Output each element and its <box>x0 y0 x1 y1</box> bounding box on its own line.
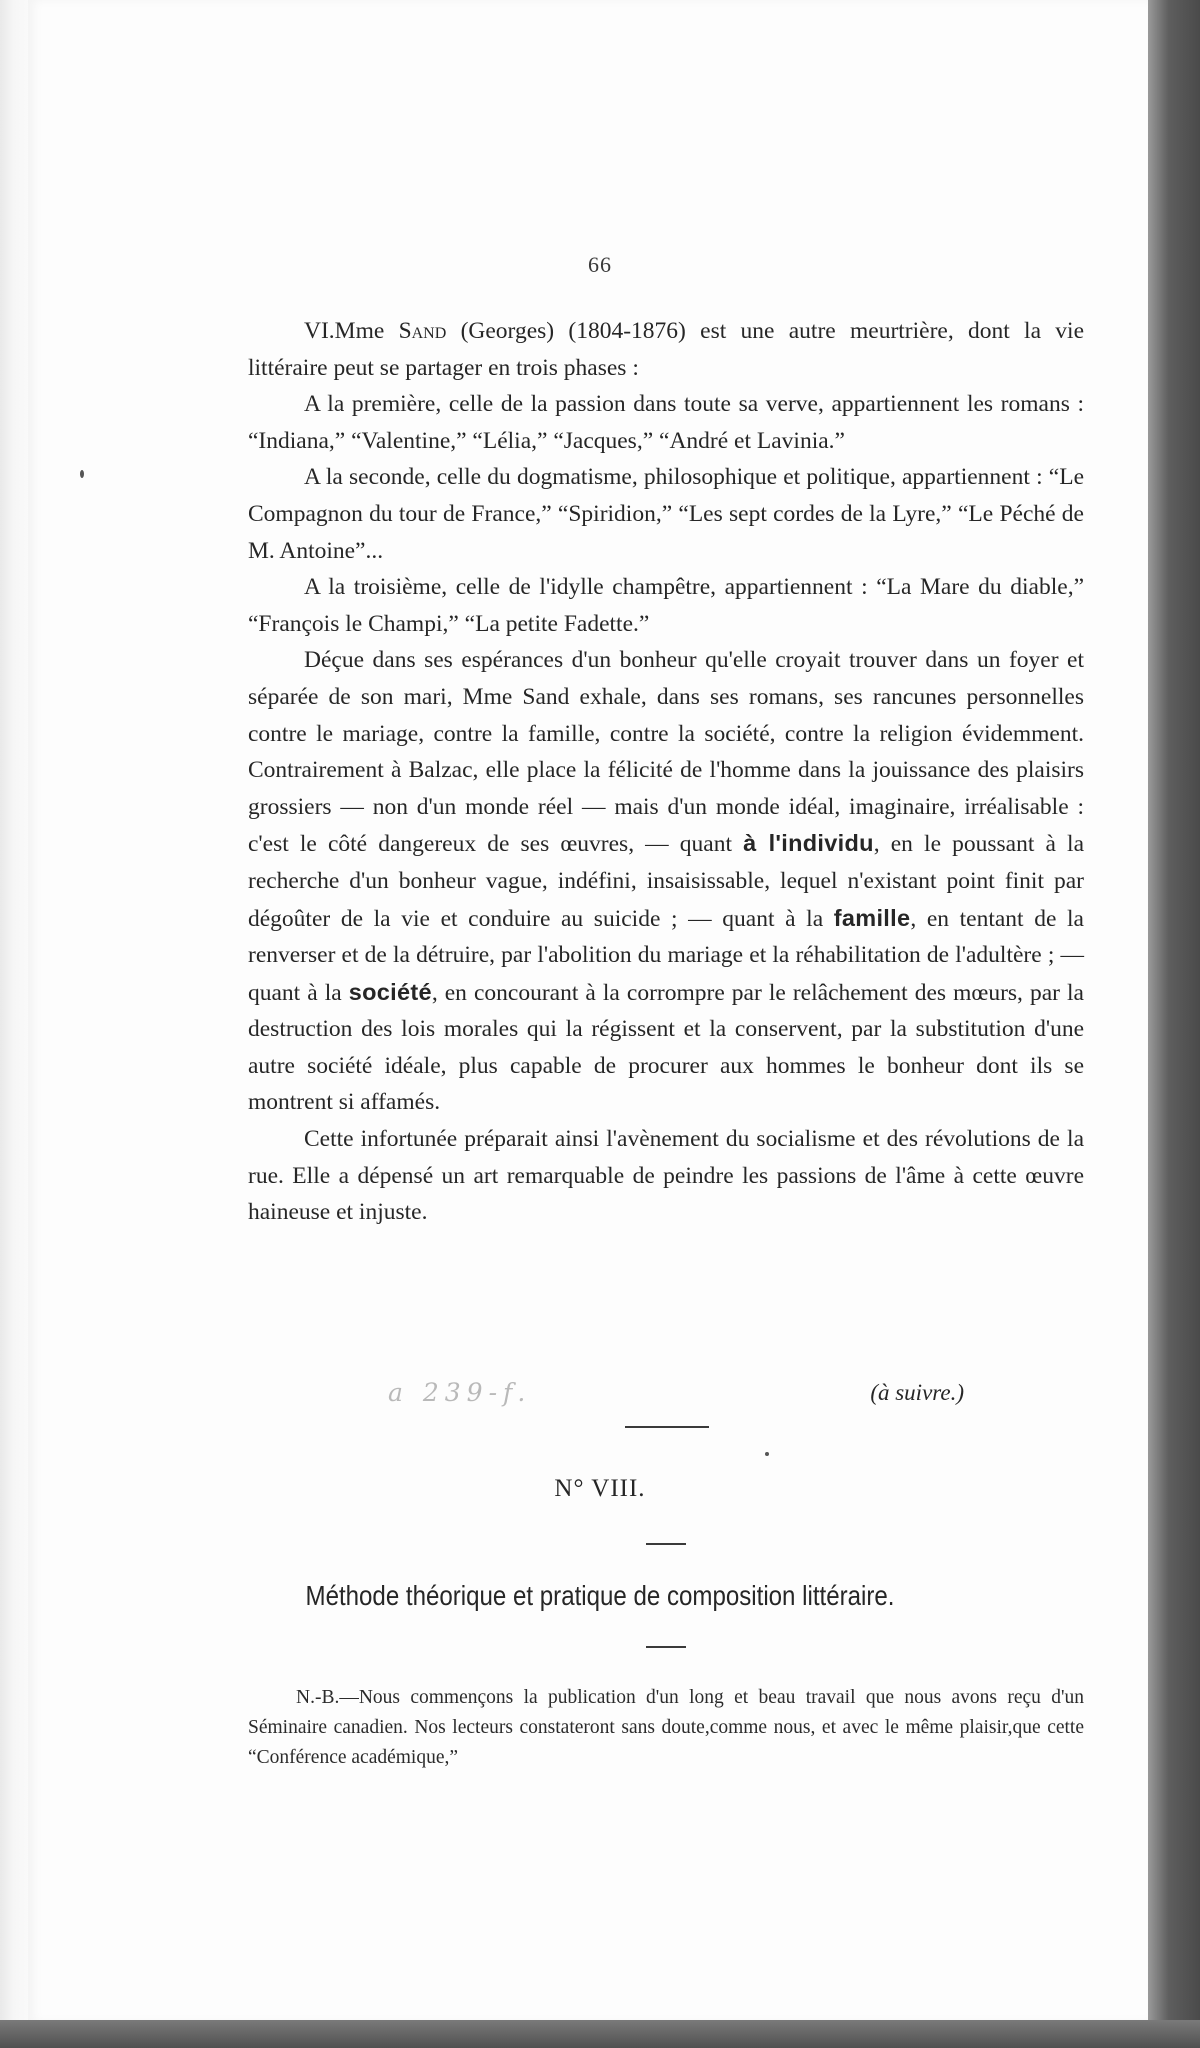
text-run: (Georges) (1804-1876) est une autre meurtrière, dont la vie littéraire peut se partager en trois phases : <box>248 318 1084 381</box>
separator-rule <box>625 1426 709 1428</box>
article-body <box>248 313 1084 1231</box>
text-run: , en concourant à la corrompre par le relâchement des mœurs, par la destruction des lois morales qui la régissent et la conservent, par la substitution d'une autre société idéale, plus capable de procurer aux hommes le bonheur dont ils se montrent si affamés. <box>248 979 1084 1116</box>
editorial-note <box>248 1683 1084 1773</box>
text-run: , en le poussant à la recherche d'un bonheur vague, indéfini, insaisissable, lequel n'existant point finit par dégoûter de la vie et conduire au suicide ; — quant à la <box>248 831 1084 932</box>
emphasized-term: à l'individu <box>743 830 874 857</box>
emphasized-term: famille <box>833 904 911 931</box>
separator-rule <box>646 1646 686 1648</box>
scan-speck <box>80 470 84 478</box>
page-number: 66 <box>588 252 612 277</box>
text-run: VI.Mme <box>304 318 399 344</box>
article-paragraph <box>248 642 1084 1121</box>
text-run: A la première, celle de la passion dans toute sa verve, appartiennent les romans : “Indiana,” “Valentine,” “Lélia,” “Jacques,” “André et Lavinia.” <box>248 391 1084 454</box>
text-run: Déçue dans ses espérances d'un bonheur qu'elle croyait trouver dans un foyer et séparée de son mari, Mme Sand exhale, dans ses romans, ses rancunes personnelles contre le mariage, contre la famille, contre la société, contre la religion évidemment. Contrairement à Balzac, elle place la félicité de l'homme dans la jouissance des plaisirs grossiers — non d'un monde réel — mais d'un monde idéal, imaginaire, irréalisable : c'est le côté dangereux de ses œuvres, — quant <box>248 647 1084 858</box>
scan-speck <box>765 1452 769 1456</box>
scan-bottom-border <box>0 2020 1200 2048</box>
scan-dark-margin <box>1148 0 1200 2048</box>
text-run: A la troisième, celle de l'idylle champêtre, appartiennent : “La Mare du diable,” “François le Champi,” “La petite Fadette.” <box>248 574 1084 637</box>
text-run: Cette infortunée préparait ainsi l'avènement du socialisme et des révolutions de la rue. Elle a dépensé un art remarquable de peindre les passions de l'âme à cette œuvre haineuse et injuste. <box>248 1126 1084 1226</box>
text-run: , en tentant de la renverser et de la détruire, par l'abolition du mariage et la réhabilitation de l'adultère ; — quant à la <box>248 905 1084 1006</box>
separator-rule <box>646 1543 686 1545</box>
section-number: N° VIII. <box>554 1475 646 1502</box>
article-paragraph <box>248 313 1084 386</box>
article-paragraph <box>248 386 1084 459</box>
text-run: A la seconde, celle du dogmatisme, philosophique et politique, appartiennent : “Le Compagnon du tour de France,” “Spiridion,” “Les sept cordes de la Lyre,” “Le Péché de M. Antoine”... <box>248 464 1084 564</box>
author-name: Sand <box>398 318 447 344</box>
section-title: Méthode théorique et pratique de composition littéraire. <box>305 1580 895 1611</box>
article-end-line <box>248 1378 1084 1418</box>
article-paragraph <box>248 459 1084 569</box>
to-be-continued: (à suivre.) <box>870 1380 964 1405</box>
article-paragraph <box>248 1121 1084 1231</box>
article-paragraph <box>248 569 1084 642</box>
emphasized-term: société <box>348 978 432 1005</box>
pencil-annotation: a 239-f. <box>388 1378 532 1407</box>
editorial-note-text: N.-B.—Nous commençons la publication d'un long et beau travail que nous avons reçu d'un Séminaire canadien. Nos lecteurs constateront sans doute,comme nous, et avec le même plaisir,que cette “Conférence académique,” <box>248 1687 1084 1768</box>
